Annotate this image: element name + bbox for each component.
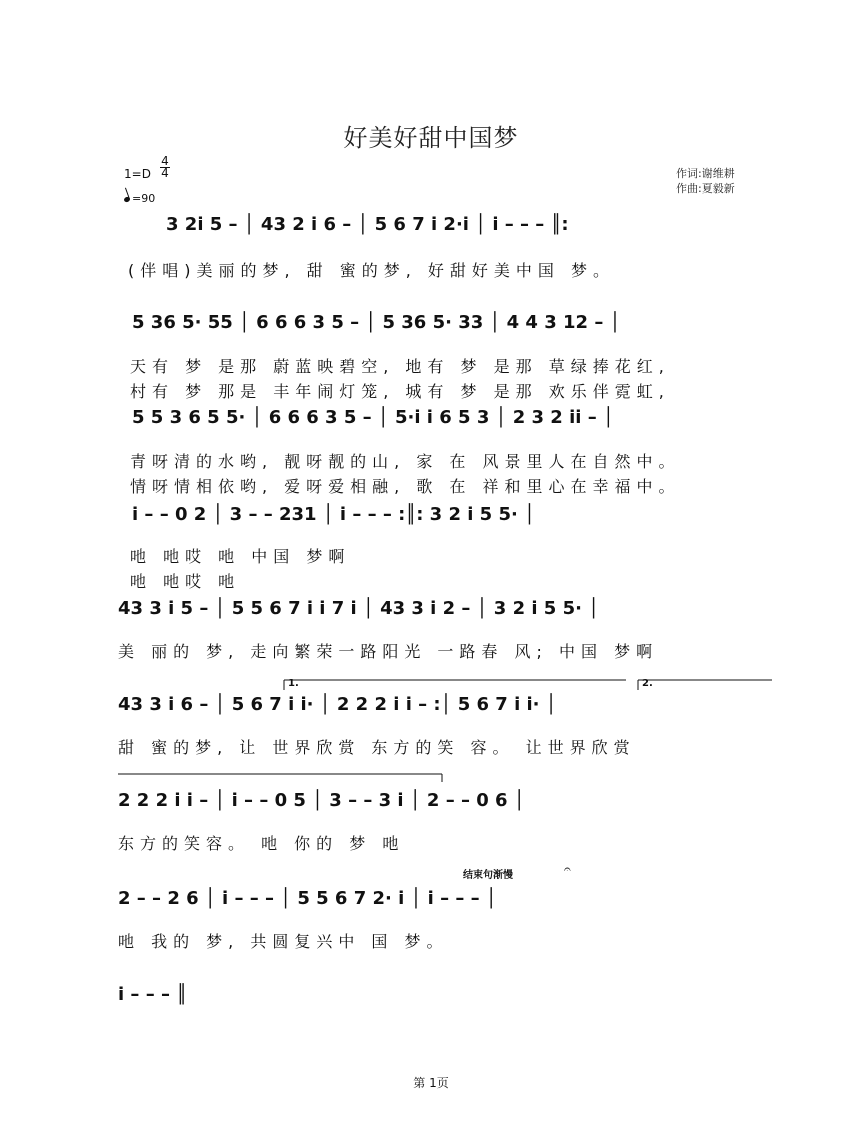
fermata-icon: 𝄐	[564, 862, 571, 876]
key-signature: 1=D	[124, 167, 151, 181]
notation-line-5: 43 3 i 5 – │ 5 5 6 7 i i 7 i │ 43 3 i 2 – │ 3 2 i 5 5· │	[118, 598, 600, 619]
score-line-7	[118, 790, 778, 890]
notation-line-6: 43 3 i 6 – │ 5 6 7 i i· │ 2 2 2 i i – :│ 5 6 7 i i· │	[118, 694, 557, 715]
score-line-1	[118, 214, 778, 314]
tempo-marking	[124, 192, 155, 205]
score-line-4	[118, 504, 778, 604]
ritardando-marking: 结束句渐慢	[463, 870, 513, 881]
lyric-line-3a: 青呀清的水哟, 靓呀靓的山, 家 在 风景里人在自然中。	[130, 452, 681, 471]
lyric-line-8a: 吔 我的 梦, 共圆复兴中 国 梦。	[118, 932, 449, 951]
song-title: 好美好甜中国梦	[343, 124, 519, 152]
score-line-2	[118, 312, 778, 412]
time-signature-top: 4	[161, 154, 169, 168]
notation-line-3: 5 5 3 6 5 5· │ 6 6 6 3 5 – │ 5·i i 6 5 3 │ 2 3 2 ii – │	[132, 407, 614, 428]
volta-brackets	[118, 676, 778, 696]
notation-line-4: i – – 0 2 │ 3 – – 231 │ i – – – :║: 3 2 i 5 5· │	[132, 504, 535, 525]
credits	[676, 166, 735, 196]
lyric-line-1a: (伴唱)美丽的梦, 甜 蜜的梦, 好甜好美中国 梦。	[128, 261, 616, 280]
volta-2-label: 2.	[642, 678, 653, 689]
quarter-note-icon	[123, 196, 130, 203]
score-line-3	[118, 407, 778, 507]
notation-line-2: 5 36 5· 55 │ 6 6 6 3 5 – │ 5 36 5· 33 │ 4 4 3 12 – │	[132, 312, 621, 333]
lyric-line-4a: 吔 吔哎 吔 中国 梦啊	[130, 547, 351, 566]
lyric-line-3b: 情呀情相依哟, 爱呀爱相融, 歌 在 祥和里心在幸福中。	[130, 477, 681, 496]
notation-line-9: i – – – ║	[118, 984, 188, 1005]
lyricist: 作词:谢维耕	[676, 167, 735, 180]
score-line-9	[118, 984, 778, 1084]
notation-line-1: 3 2i 5 – │ 43 2 i 6 – │ 5 6 7 i 2·i │ i – – – ║:	[166, 214, 569, 235]
composer: 作曲:夏毅新	[676, 182, 735, 195]
notation-line-8: 2 – – 2 6 │ i – – – │ 5 5 6 7 2· i │ i – – – │	[118, 888, 497, 909]
lyric-line-2b: 村有 梦 那是 丰年闹灯笼, 城有 梦 是那 欢乐伴霓虹,	[130, 382, 670, 401]
page-number: 第 1页	[413, 1076, 449, 1090]
tie-line-7	[118, 770, 778, 790]
lyric-line-4b: 吔 吔哎 吔	[130, 572, 241, 591]
time-signature	[160, 156, 170, 179]
lyric-line-2a: 天有 梦 是那 蔚蓝映碧空, 地有 梦 是那 草绿捧花红,	[130, 357, 670, 376]
tempo-value: =90	[132, 192, 156, 205]
lyric-line-6a: 甜 蜜的梦, 让 世界欣赏 东方的笑 容。 让世界欣赏	[118, 738, 636, 757]
time-signature-bottom: 4	[161, 166, 169, 180]
score-line-8	[118, 862, 778, 988]
volta-1-label: 1.	[288, 678, 299, 689]
notation-line-7: 2 2 2 i i – │ i – – 0 5 │ 3 – – 3 i │ 2 – – 0 6 │	[118, 790, 525, 811]
lyric-line-5a: 美 丽的 梦, 走向繁荣一路阳光 一路春 风; 中国 梦啊	[118, 642, 659, 661]
lyric-line-7a: 东方的笑容。 吔 你的 梦 吔	[118, 834, 405, 853]
